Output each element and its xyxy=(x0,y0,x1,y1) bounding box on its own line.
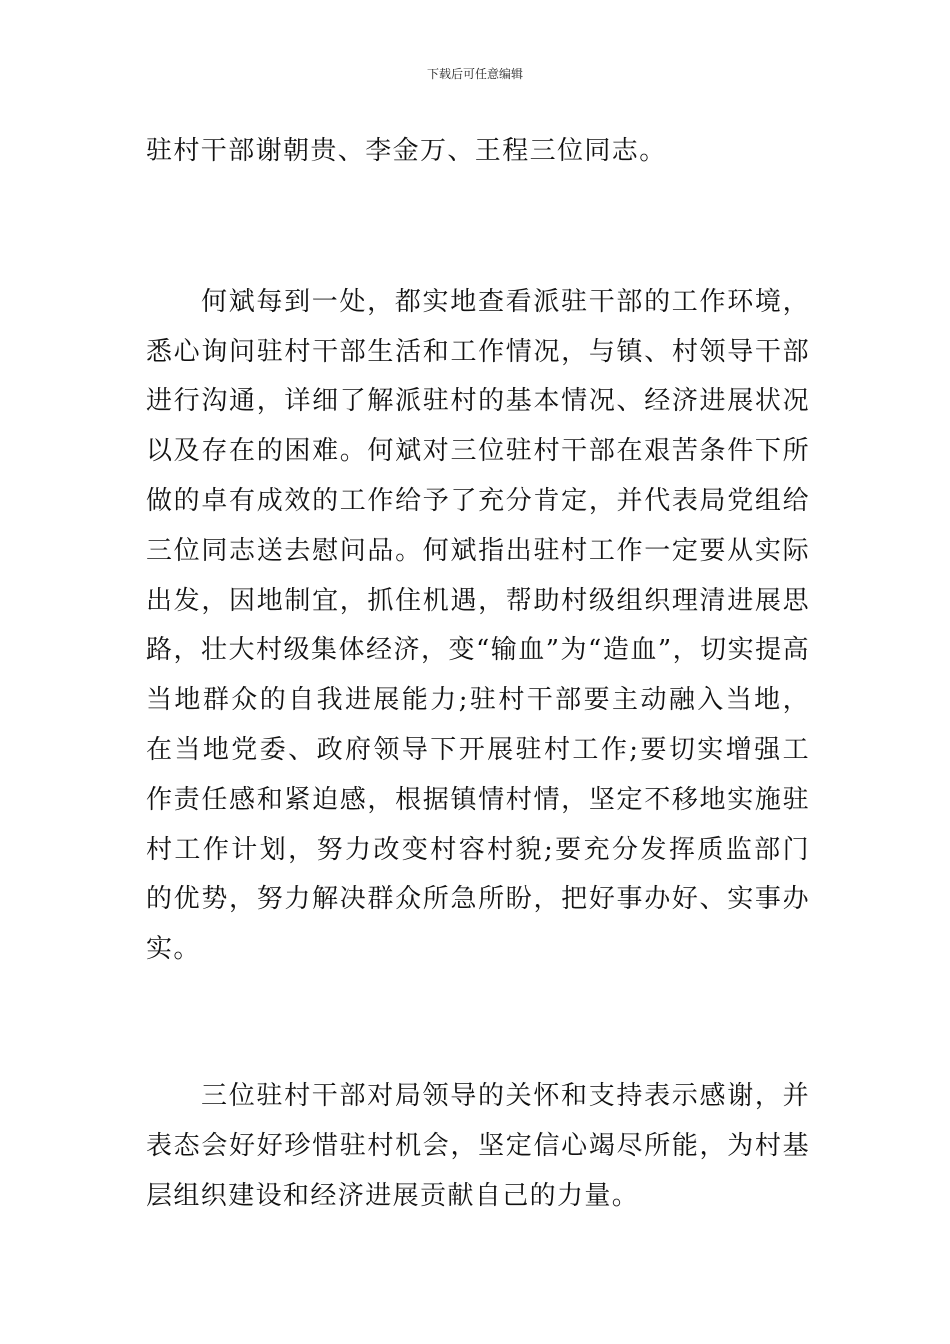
paragraph-main: 何斌每到一处，都实地查看派驻干部的工作环境，悉心询问驻村干部生活和工作情况，与镇、村领导干部进行沟通，详细了解派驻村的基本情况、经济进展状况以及存在的困难。何斌对三位驻村干部在艰苦条件下所做的卓有成效的工作给予了充分肯定，并代表局党组给三位同志送去慰问品。何斌指出驻村工作一定要从实际出发，因地制宜，抓住机遇，帮助村级组织理清进展思路，壮大村级集体经济，变“输血”为“造血”，切实提高当地群众的自我进展能力;驻村干部要主动融入当地，在当地党委、政府领导下开展驻村工作;要切实增强工作责任感和紧迫感，根据镇情村情，坚定不移地实施驻村工作计划，努力改变村容村貌;要充分发挥质监部门的优势，努力解决群众所急所盼，把好事办好、实事办实。 xyxy=(146,286,810,965)
paragraph-spacer xyxy=(146,177,810,278)
page-header: 下载后可任意编辑 xyxy=(426,67,523,81)
paragraph-spacer xyxy=(146,975,810,1072)
paragraph-continued: 驻村干部谢朝贵、李金万、王程三位同志。 xyxy=(146,136,667,166)
document-body xyxy=(146,127,810,1221)
paragraph-closing: 三位驻村干部对局领导的关怀和支持表示感谢，并表态会好好珍惜驻村机会，坚定信心竭尽所能，为村基层组织建设和经济进展贡献自己的力量。 xyxy=(146,1080,810,1211)
